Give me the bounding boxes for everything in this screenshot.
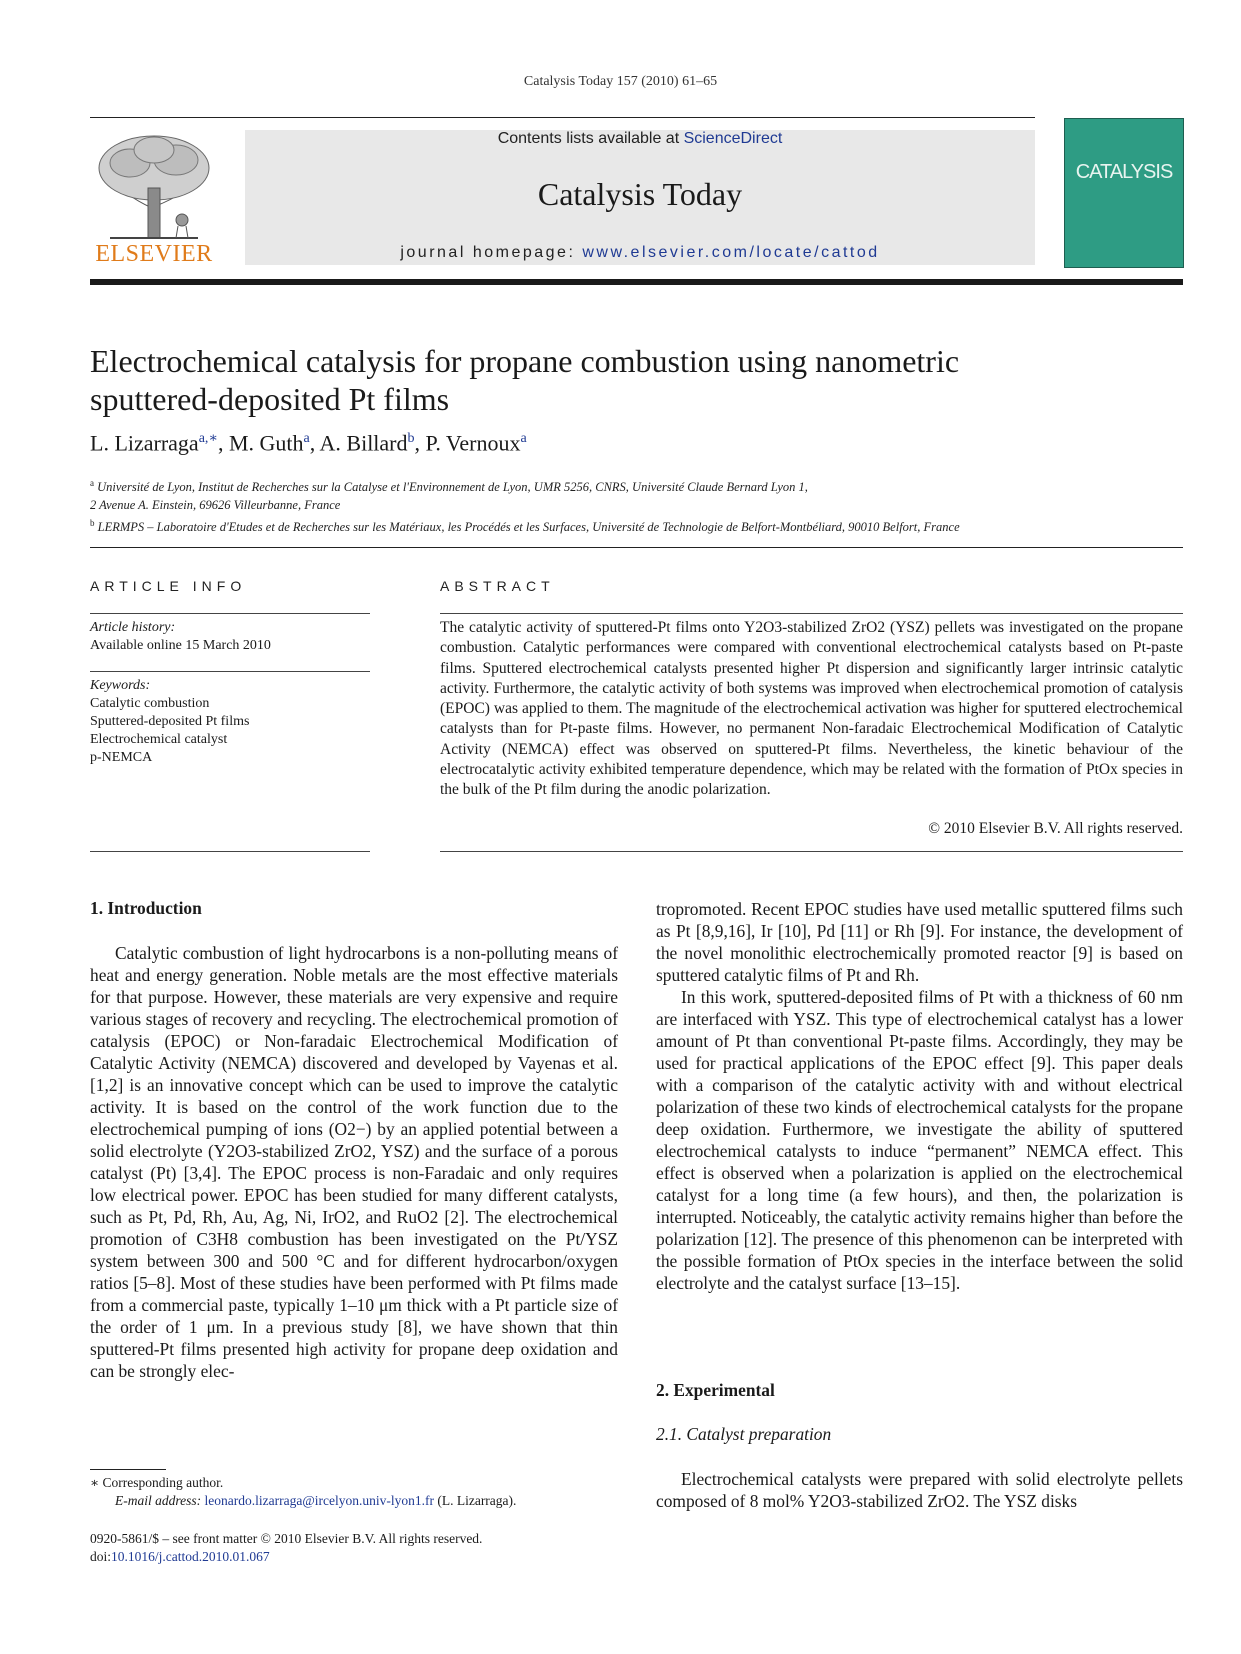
email-label: E-mail address: <box>115 1493 205 1508</box>
section-rule <box>90 547 1183 548</box>
author-name[interactable]: L. Lizarraga <box>90 430 199 456</box>
sciencedirect-link[interactable]: ScienceDirect <box>683 130 783 147</box>
email-link[interactable]: leonardo.lizarraga@ircelyon.univ-lyon1.fr <box>204 1493 434 1508</box>
info-rule <box>90 851 370 852</box>
info-rule <box>90 613 370 614</box>
affiliations <box>90 474 1183 536</box>
header-thick-rule <box>90 279 1183 285</box>
history-value: Available online 15 March 2010 <box>90 638 271 653</box>
subsection-heading-catalyst-preparation: 2.1. Catalyst preparation <box>656 1424 832 1444</box>
front-matter <box>90 1530 482 1566</box>
corresponding-label: ∗ Corresponding author. <box>90 1475 224 1490</box>
body-column-right-lower <box>656 1468 1183 1512</box>
author-name[interactable]: P. Vernoux <box>425 430 521 456</box>
body-column-left <box>90 942 618 1382</box>
corresponding-author-footnote <box>90 1474 516 1510</box>
cover-title: CATALYSIS <box>1075 161 1173 183</box>
header-rule <box>90 117 1035 118</box>
doi-link[interactable]: 10.1016/j.cattod.2010.01.067 <box>111 1549 270 1564</box>
journal-title: Catalysis Today <box>537 176 743 212</box>
keywords-label: Keywords: <box>90 678 151 693</box>
author-affil-mark[interactable]: b <box>407 431 415 446</box>
homepage-line <box>245 244 1035 262</box>
homepage-prefix: journal homepage: <box>400 244 583 261</box>
author-list: L. Lizarraga$^{a,∗}$, M. Guth$^a$, A. Billard$^b$, P. Vernoux$^a$ <box>90 430 527 456</box>
homepage-link[interactable]: www.elsevier.com/locate/cattod <box>582 244 880 261</box>
keyword-item: Electrochemical catalyst <box>90 732 228 747</box>
body-column-right <box>656 898 1183 1294</box>
running-head: Catalysis Today 157 (2010) 61–65 <box>523 74 718 89</box>
abstract-heading: ABSTRACT <box>440 578 555 594</box>
author-name[interactable]: A. Billard <box>319 430 408 456</box>
affiliation-b: $^b$ LERMPS – Laboratoire d'Etudes et de Recherches sur les Matériaux, les Procédés et les Surfaces, Université de Technologie de Belfort-Montbéliard, 90010 Belfort, France <box>90 518 960 535</box>
keyword-item: Catalytic combustion <box>90 696 210 711</box>
affiliation-a-cont: 2 Avenue A. Einstein, 69626 Villeurbanne, France <box>90 498 341 513</box>
paragraph: In this work, sputtered-deposited films of Pt with a thickness of 60 nm are interfaced with YSZ. This type of electrochemical catalyst has a lower amount of Pt than conventional Pt-paste films. Accordingly, they may be used for practical applications of the EPOC effect [9]. This paper deals with a comparison of the catalytic activity with and without electrical polarization of these two kinds of electrochemical catalysts for the propane deep oxidation. Furthermore, we investigate the ability of sputtered electrochemical catalysts to induce “permanent” NEMCA effect. This effect is observed when a polarization is applied on the electrochemical catalyst for a long time (a few hours), and then, the polarization is interrupted. Noticeably, the catalytic activity remains higher than before the polarization [12]. The presence of this phenomenon can be interpreted with the possible formation of PtOx species in the interface between the solid electrolyte and the catalyst surface [13–15]. <box>656 987 1183 1293</box>
paragraph: Electrochemical catalysts were prepared with solid electrolyte pellets composed of 8 mol% Y2O3-stabilized ZrO2. The YSZ disks <box>656 1469 1183 1511</box>
paragraph: tropromoted. Recent EPOC studies have used metallic sputtered films such as Pt [8,9,16], Ir [10], Pd [11] or Rh [9]. For instance, the development of the novel monolithic electrochemically promoted reactor [9] is based on sputtered catalytic films of Pt and Rh. <box>656 899 1183 985</box>
author-name[interactable]: M. Guth <box>228 430 304 456</box>
abstract-copyright: © 2010 Elsevier B.V. All rights reserved. <box>928 820 1183 837</box>
elsevier-wordmark: ELSEVIER <box>95 241 213 267</box>
author-affil-mark[interactable]: a <box>303 431 310 446</box>
doi-prefix: doi: <box>90 1549 112 1564</box>
journal-banner <box>245 130 1035 265</box>
paragraph: Catalytic combustion of light hydrocarbons is a non-polluting means of heat and energy generation. Noble metals are the most effective materials for that purpose. However, these materials are very expensive and require various stages of recovery and recycling. The electrochemical promotion of catalysis (EPOC) or Non-faradaic Electrochemical Modification of Catalytic Activity (NEMCA) discovered and developed by Vayenas et al. [1,2] is an innovative concept which can be used to improve the catalytic activity. It is based on the control of the work function due to the electrochemical pumping of ions (O2−) by an applied potential between a solid electrolyte (Y2O3-stabilized ZrO2, YSZ) and the surface of a porous catalyst (Pt) [3,4]. The EPOC process is non-Faradaic and only requires low electrical power. EPOC has been studied for many different catalysts, such as Pt, Pd, Rh, Au, Ag, Ni, IrO2, and RuO2 [2]. The electrochemical promotion of C3H8 combustion has been investigated on the Pt/YSZ system between 300 and 500 °C and for different hydrocarbon/oxygen ratios [5–8]. Most of these studies have been performed with Pt films made from a commercial paste, typically 1–10 μm thick with a Pt particle size of the order of 1 μm. In a previous study [8], we have shown that thin sputtered-Pt films presented high activity for propane deep oxidation and can be strongly elec- <box>90 943 618 1381</box>
section-heading-introduction: 1. Introduction <box>90 898 202 918</box>
contents-prefix: Contents lists available at <box>497 130 684 147</box>
info-rule <box>90 671 370 672</box>
elsevier-logo[interactable] <box>90 128 218 268</box>
issn-line: 0920-5861/$ – see front matter © 2010 Elsevier B.V. All rights reserved. <box>90 1531 483 1546</box>
article-title-line1: Electrochemical catalysis for propane combustion using nanometric <box>90 343 960 379</box>
affiliation-a: $^a$ Université de Lyon, Institut de Recherches sur la Catalyse et l'Environnement de Lyon, UMR 5256, CNRS, Université Claude Bernard Lyon 1, <box>90 478 808 495</box>
abstract-rule <box>440 613 1183 614</box>
elsevier-tree-icon <box>90 128 218 240</box>
email-suffix: (L. Lizarraga). <box>433 1493 517 1508</box>
article-title-line2: sputtered-deposited Pt films <box>90 381 450 417</box>
author-affil-mark[interactable]: a,∗ <box>198 431 218 446</box>
keyword-item: p-NEMCA <box>90 750 153 765</box>
journal-cover-thumbnail[interactable] <box>1064 118 1184 268</box>
history-label: Article history: <box>90 620 176 635</box>
abstract-text: The catalytic activity of sputtered-Pt films onto Y2O3-stabilized ZrO2 (YSZ) pellets was investigated on the propane combustion. Catalytic performances were compared with conventional electrochemical catalysts based on Pt-paste films. Sputtered electrochemical catalysts presented higher Pt dispersion and significantly larger intrinsic catalytic activity. Furthermore, the catalytic activity of both systems was improved when electrochemical promotion of catalysis (EPOC) was applied to them. The magnitude of the electrochemical activation was higher for sputtered electrochemical catalysts than for Pt-paste films. However, no permanent Non-faradaic Electrochemical Modification of Catalytic Activity (NEMCA) effect was observed on sputtered-Pt films. Nevertheless, the kinetic behaviour of the electrocatalytic activity exhibited temperature dependence, which may be related with the formation of PtOx species in the bulk of the Pt film during the anodic polarization. <box>440 619 1183 799</box>
author-affil-mark[interactable]: a <box>520 431 527 446</box>
article-title <box>90 342 1090 418</box>
keywords-block <box>90 677 370 767</box>
footnote-rule <box>90 1469 166 1470</box>
keyword-item: Sputtered-deposited Pt films <box>90 714 250 729</box>
abstract-rule <box>440 851 1183 852</box>
contents-line <box>245 130 1035 148</box>
article-info-heading: ARTICLE INFO <box>90 578 247 594</box>
article-history <box>90 619 370 655</box>
section-heading-experimental: 2. Experimental <box>656 1380 775 1400</box>
